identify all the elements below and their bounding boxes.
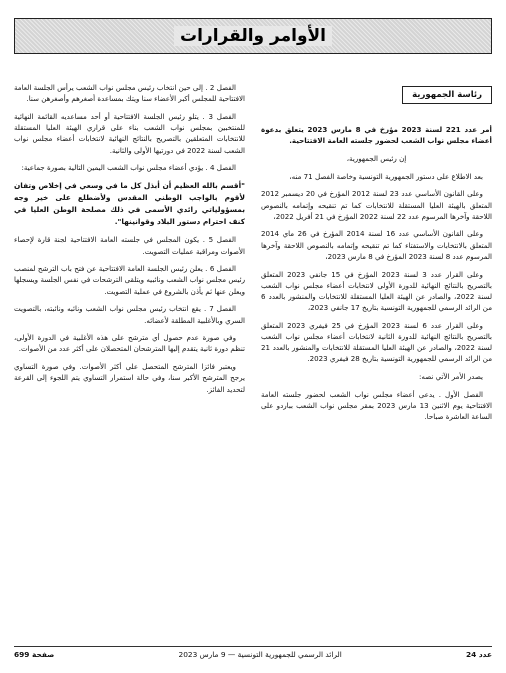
page-number: صفحة 699 [14,650,55,659]
page-title: الأوامر والقرارات [174,26,332,46]
section-label: رئاسة الجمهورية [402,86,492,104]
paragraph: الفصل 4 . يؤدي أعضاء مجلس نواب الشعب اليمين التالية بصورة جماعية: [21,163,236,173]
paragraph: وفي صورة عدم حصول أي مترشح على هذه الأغلبية في الدورة الأولى، تنظم دورة ثانية يتقدم إليها المترشحان المتحصلان على أكثر عدد من الأصوات. [14,333,245,354]
paragraph: الفصل 3 . يتلو رئيس الجلسة الافتتاحية أو أحد مساعديه القائمة النهائية للمنتخبين بمجلس نواب الشعب بناء على قراري الهيئة العليا المستقلة للانتخابات المتعلقين بالتصريح بالنتائج النهائية لانتخابات أعضاء مجلس نواب الشعب لسنة 2022 في دورتيها الأولى والثانية. [14,111,245,155]
paragraph: الفصل 2 . إلى حين انتخاب رئيس مجلس نواب الشعب يرأس الجلسة العامة الافتتاحية للمجلس أكبر الأعضاء سنا ويتك بمساعدة أصغرهم وأصغرهن سنا. [14,83,245,104]
gazette-name-date: الرائد الرسمي للجمهورية التونسية — 9 مارس 2023 [178,650,342,659]
decree-title: أمر عدد 221 لسنة 2023 مؤرخ في 8 مارس 2023 يتعلق بدعوة أعضاء مجلس نواب الشعب لحضور جلسته العامة الافتتاحية. [261,125,492,146]
oath-text: "أقسم بالله العظيم أن أبذل كل ما في وسعي في إخلاص وتفان لأقوم بالواجب الوطني المقدس ولأضطلع على خير وجه بمسؤولياتي رائدي الأسمى في ذلك مصلحة الوطن العليا في كنف احترام دستور البلاد وقوانينها". [14,180,245,226]
paragraph: ويعتبر فائزا المترشح المتحصل على أكثر الأصوات. وفي صورة التساوي يرجح المترشح الأكبر سنا، وفي حالة استمرار التساوي يتم اللجوء إلى القرعة لتحديد الفائز. [14,362,245,394]
page-footer [14,646,492,659]
paragraph: وعلى القرار عدد 3 لسنة 2023 المؤرخ في 15 جانفي 2023 المتعلق بالتصريح بالنتائج النهائية للدورة الأولى لانتخابات أعضاء مجلس نواب الشعب لسنة 2022، والصادر عن الهيئة العليا المستقلة للانتخابات والمنشور بالعدد 6 من الرائد الرسمي للجمهورية التونسية بتاريخ 17 جانفي 2023، [261,269,492,313]
right-column [261,82,492,637]
paragraph: الفصل 7 . يقع انتخاب رئيس مجلس نواب الشعب ونائبه ونائبته، بالتصويت السري وبالأغلبية المطلقة لأعضائه. [14,304,245,325]
content-columns [14,82,492,637]
paragraph: يصدر الأمر الآتي نصه: [419,372,483,382]
paragraph: وعلى القانون الأساسي عدد 23 لسنة 2012 المؤرخ في 20 ديسمبر 2012 المتعلق بالهيئة العليا المستقلة للانتخابات كما تم تنقيحه وإتمامه بالنصوص اللاحقة وآخرها المرسوم عدد 22 لسنة 2022 المؤرخ في 21 أفريل 2022، [261,189,492,221]
paragraph: بعد الاطلاع على دستور الجمهورية التونسية وخاصة الفصل 71 منه، [289,171,483,181]
paragraph: وعلى القانون الأساسي عدد 16 لسنة 2014 المؤرخ في 26 ماي 2014 المتعلق بالانتخابات والاستفتاء كما تم تنقيحه وإتمامه بالنصوص اللاحقة وآخرها المرسوم عدد 8 لسنة 2023 المؤرخ في 8 مارس 2023، [261,229,492,261]
paragraph: الفصل الأول . يدعى أعضاء مجلس نواب الشعب لحضور جلسته العامة الافتتاحية يوم الاثنين 13 مارس 2023 بمقر مجلس نواب الشعب بباردو على الساعة العاشرة صباحا. [261,389,492,422]
paragraph: إن رئيس الجمهورية، [346,153,407,163]
paragraph: الفصل 6 . يعلن رئيس الجلسة العامة الافتتاحية عن فتح باب الترشح لمنصب رئيس مجلس نواب الشعب ونائبيه ويتلقى الترشحات في نفس الجلسة ويسجلها ويعلن عنها ثم يأذن بالشروع في عملية التصويت. [14,264,245,296]
issue-number: عدد 24 [466,650,492,659]
left-column [14,82,245,637]
header-banner [14,18,492,54]
paragraph: الفصل 5 . يكون المجلس في جلسته العامة الافتتاحية لجنة قارة لإحصاء الأصوات ومراقبة عمليات التصويت. [14,235,245,256]
paragraph: وعلى القرار عدد 6 لسنة 2023 المؤرخ في 25 فيفري 2023 المتعلق بالتصريح بالنتائج النهائية للدورة الثانية لانتخابات أعضاء مجلس نواب الشعب لسنة 2022، والصادر عن الهيئة العليا المستقلة للانتخابات والمنشور بالعدد 21 من الرائد الرسمي للجمهورية التونسية بتاريخ 28 فيفري 2023. [261,320,492,364]
